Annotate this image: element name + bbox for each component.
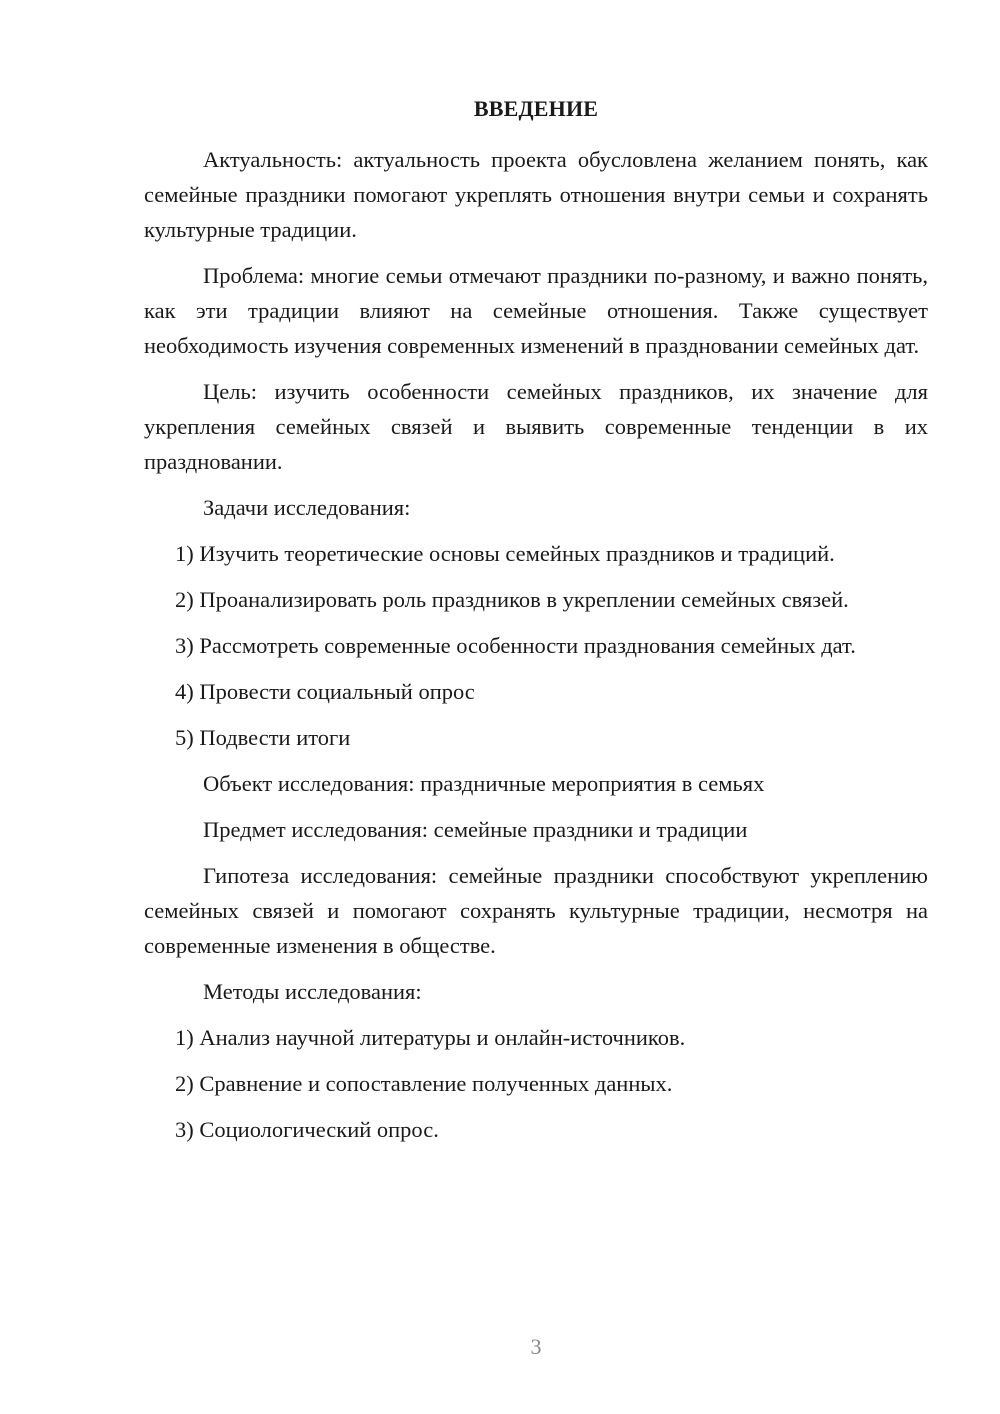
methods-title: Методы исследования: [203, 979, 422, 1004]
page-number: 3 [530, 1334, 542, 1359]
relevance-paragraph: Актуальность: актуальность проекта обусловлена желанием понять, как семейные праздники помогают укреплять отношения внутри семьи и сохранять культурные традиции. [144, 147, 928, 242]
list-item: 3) Рассмотреть современные особенности празднования семейных дат. [175, 633, 856, 658]
page-title: ВВЕДЕНИЕ [473, 96, 599, 121]
methods-list [144, 1020, 928, 1147]
list-item: 2) Проанализировать роль праздников в укреплении семейных связей. [175, 587, 849, 612]
goal-paragraph: Цель: изучить особенности семейных праздников, их значение для укрепления семейных связей и выявить современные тенденции в их праздновании. [144, 379, 928, 474]
hypothesis-paragraph: Гипотеза исследования: семейные праздники способствуют укреплению семейных связей и помогают сохранять культурные традиции, несмотря на современные изменения в обществе. [144, 863, 928, 958]
list-item: 1) Анализ научной литературы и онлайн-источников. [175, 1025, 686, 1050]
list-item: 2) Сравнение и сопоставление полученных данных. [175, 1071, 673, 1096]
subject-paragraph: Предмет исследования: семейные праздники и традиции [203, 817, 748, 842]
list-item: 3) Социологический опрос. [175, 1117, 439, 1142]
introduction-body [144, 142, 928, 1158]
list-item: 1) Изучить теоретические основы семейных праздников и традиций. [175, 541, 835, 566]
list-item: 4) Провести социальный опрос [175, 679, 475, 704]
list-item: 5) Подвести итоги [175, 725, 351, 750]
tasks-title: Задачи исследования: [203, 495, 411, 520]
object-paragraph: Объект исследования: праздничные мероприятия в семьях [203, 771, 765, 796]
tasks-list [144, 536, 928, 755]
problem-paragraph: Проблема: многие семьи отмечают праздники по-разному, и важно понять, как эти традиции влияют на семейные отношения. Также существует необходимость изучения современных изменений в праздновании семейных дат. [144, 263, 928, 358]
